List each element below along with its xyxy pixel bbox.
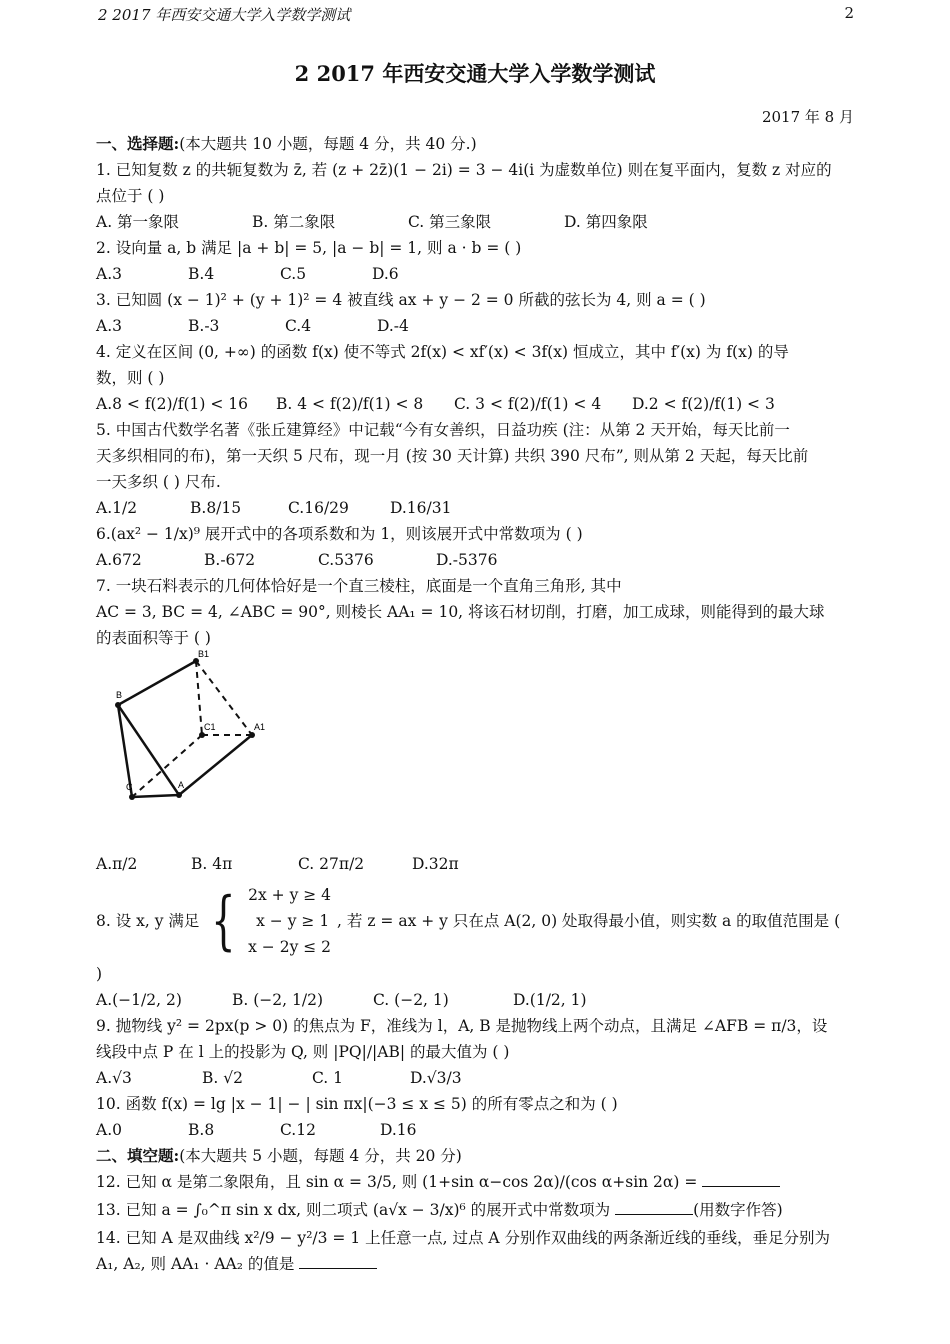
q7-option-a: A.π/2 [96, 855, 138, 873]
q14-line2 [96, 1251, 858, 1277]
question-2 [96, 235, 858, 287]
q9-options [96, 1065, 858, 1091]
q9-option-c: C. 1 [312, 1069, 344, 1087]
q1-option-d: D. 第四象限 [564, 213, 648, 231]
q10-text: 10. 函数 f(x) = lg |x − 1| − | sin πx|(−3 ≤ x ≤ 5) 的所有零点之和为 ( ) [96, 1095, 618, 1113]
q10-option-d: D.16 [380, 1121, 417, 1139]
section-1-header [96, 131, 858, 157]
section-1-note: (本大题共 10 小题，每题 4 分，共 40 分.) [179, 135, 477, 153]
edge-b1-c1 [196, 661, 202, 735]
q7-option-c: C. 27π/2 [298, 855, 365, 873]
section-2-heading: 二、填空题: [96, 1146, 180, 1165]
question-3 [96, 287, 858, 339]
q6-option-c: C.5376 [318, 551, 374, 569]
q12-answer-blank[interactable] [702, 1172, 780, 1187]
q13-answer-blank[interactable] [615, 1200, 693, 1215]
q8-ineq-2: x − y ≥ 1 [256, 912, 330, 930]
q9-option-d: D.√3/3 [410, 1069, 462, 1087]
q6-options [96, 547, 858, 573]
q4-option-b: B. 4 < f(2)/f(1) < 8 [276, 395, 424, 413]
prism-figure [96, 651, 858, 851]
q5-options [96, 495, 858, 521]
q8-option-c: C. (−2, 1) [373, 991, 449, 1009]
q7-text-line2: AC = 3, BC = 4, ∠ABC = 90°, 则棱长 AA₁ = 10, 将该石材切削，打磨，加工成球，则能得到的最大球 [96, 603, 825, 621]
q8-prefix: 8. 设 x, y 满足 [96, 912, 200, 930]
q2-option-d: D.6 [372, 265, 399, 283]
question-7 [96, 573, 858, 877]
question-14 [96, 1225, 858, 1277]
q3-option-c: C.4 [285, 317, 312, 335]
section-2-note: (本大题共 5 小题，每题 4 分，共 20 分) [179, 1147, 462, 1165]
q8-system-line [96, 881, 858, 961]
vertex-a [176, 792, 182, 798]
q14-answer-blank[interactable] [299, 1254, 377, 1269]
q10-option-b: B.8 [188, 1121, 215, 1139]
vertex-b [115, 702, 121, 708]
exam-date: 2017 年 8 月 [761, 108, 854, 126]
q6-option-d: D.-5376 [436, 551, 498, 569]
q1-option-b: B. 第二象限 [252, 213, 336, 231]
q5-option-d: D.16/31 [390, 499, 452, 517]
q5-text-line2: 天多织相同的布)，第一天织 5 尺布，现一月 (按 30 天计算) 共织 390 尺布”, 则从第 2 天起，每天比前 [96, 447, 809, 465]
vertex-a1 [249, 732, 255, 738]
q5-text-line1: 5. 中国古代数学名著《张丘建算经》中记载“今有女善织，日益功疾 (注：从第 2 天开始，每天比前一 [96, 421, 790, 439]
q3-options [96, 313, 858, 339]
q1-options [96, 209, 858, 235]
q2-text: 2. 设向量 a, b 满足 |a + b| = 5, |a − b| = 1, 则 a · b = ( ) [96, 239, 522, 257]
q14-text-line2: A₁, A₂, 则 AA₁ · AA₂ 的值是 [96, 1255, 300, 1273]
q7-option-d: D.32π [412, 855, 459, 873]
prism-diagram [106, 649, 286, 815]
label-a1: A1 [254, 722, 266, 732]
question-6 [96, 521, 858, 573]
q4-options [96, 391, 858, 417]
question-10 [96, 1091, 858, 1143]
question-9 [96, 1013, 858, 1091]
q8-suffix: , 若 z = ax + y 只在点 A(2, 0) 处取得最小值，则实数 a 的取值范围是 ( [337, 912, 841, 930]
q8-option-d: D.(1/2, 1) [513, 991, 587, 1009]
q6-option-b: B.-672 [204, 551, 256, 569]
label-b: B [116, 690, 123, 700]
section-1-heading: 一、选择题: [96, 134, 180, 153]
q7-text-line3: 的表面积等于 ( ) [96, 629, 211, 647]
q9-option-b: B. √2 [202, 1069, 243, 1087]
question-4 [96, 339, 858, 417]
running-header [98, 4, 854, 25]
q9-text-line1: 9. 抛物线 y² = 2px(p > 0) 的焦点为 F，准线为 l，A, B 是抛物线上两个动点，且满足 ∠AFB = π/3，设 [96, 1017, 828, 1035]
q10-option-c: C.12 [280, 1121, 316, 1139]
q9-option-a: A.√3 [96, 1069, 132, 1087]
q5-option-a: A.1/2 [96, 499, 138, 517]
left-brace-icon: { [211, 884, 236, 958]
q13-text: 13. 已知 a = ∫₀^π sin x dx, 则二项式 (a√x − 3/x)⁶ 的展开式中常数项为 [96, 1201, 616, 1219]
q7-text-line1: 7. 一块石料表示的几何体恰好是一个直三棱柱，底面是一个直角三角形, 其中 [96, 577, 622, 595]
q8-ineq-1: 2x + y ≥ 4 [248, 886, 332, 904]
edge-b1-b [118, 661, 196, 705]
q1-option-a: A. 第一象限 [96, 213, 180, 231]
running-title: 2 2017 年西安交通大学入学数学测试 [98, 6, 351, 24]
label-a: A [178, 780, 185, 790]
q2-option-c: C.5 [280, 265, 307, 283]
q7-options [96, 851, 858, 877]
q3-option-d: D.-4 [377, 317, 409, 335]
exam-content [96, 131, 858, 1277]
q6-text: 6.(ax² − 1/x)⁹ 展开式中的各项系数和为 1，则该展开式中常数项为 ( ) [96, 525, 583, 543]
q8-close-paren: ) [96, 965, 103, 983]
q8-options [96, 987, 858, 1013]
question-13 [96, 1195, 858, 1225]
question-12 [96, 1169, 858, 1195]
question-1 [96, 157, 858, 235]
q8-option-a: A.(−1/2, 2) [96, 991, 182, 1009]
q8-inequality-system [248, 882, 331, 960]
q4-option-d: D.2 < f(2)/f(1) < 3 [632, 395, 775, 413]
label-c: C [126, 782, 133, 792]
q3-text: 3. 已知圆 (x − 1)² + (y + 1)² = 4 被直线 ax + y − 2 = 0 所截的弦长为 4, 则 a = ( ) [96, 291, 706, 309]
q10-option-a: A.0 [96, 1121, 122, 1139]
q3-option-a: A.3 [96, 317, 122, 335]
q4-text-line1: 4. 定义在区间 (0, +∞) 的函数 f(x) 使不等式 2f(x) < xf′(x) < 3f(x) 恒成立，其中 f′(x) 为 f(x) 的导 [96, 343, 789, 361]
vertex-c1 [199, 732, 205, 738]
q12-text: 12. 已知 α 是第二象限角，且 sin α = 3/5, 则 (1+sin α−cos 2α)/(cos α+sin 2α) = [96, 1173, 703, 1191]
q8-option-b: B. (−2, 1/2) [232, 991, 323, 1009]
q4-option-c: C. 3 < f(2)/f(1) < 4 [454, 395, 602, 413]
q2-option-b: B.4 [188, 265, 215, 283]
q5-text-line3: 一天多织 ( ) 尺布. [96, 473, 221, 491]
question-5 [96, 417, 858, 521]
page-number: 2 [844, 4, 854, 22]
q9-text-line2: 线段中点 P 在 l 上的投影为 Q, 则 |PQ|/|AB| 的最大值为 ( ) [96, 1043, 510, 1061]
label-c1: C1 [204, 722, 216, 732]
q4-text-line2: 数，则 ( ) [96, 369, 165, 387]
vertex-c [129, 794, 135, 800]
page-title: 2 2017 年西安交通大学入学数学测试 [294, 61, 656, 86]
q1-text-line1: 1. 已知复数 z 的共轭复数为 z̄, 若 (z + 2z̄)(1 − 2i) = 3 − 4i(i 为虚数单位) 则在复平面内，复数 z 对应的 [96, 161, 832, 179]
q2-options [96, 261, 858, 287]
q14-text-line1: 14. 已知 A 是双曲线 x²/9 − y²/3 = 1 上任意一点, 过点 A 分别作双曲线的两条渐近线的垂线，垂足分别为 [96, 1229, 831, 1247]
edge-c-a [132, 795, 179, 797]
section-2-header [96, 1143, 858, 1169]
q3-option-b: B.-3 [188, 317, 220, 335]
q5-option-b: B.8/15 [190, 499, 242, 517]
q2-option-a: A.3 [96, 265, 122, 283]
q8-ineq-3: x − 2y ≤ 2 [248, 938, 332, 956]
q10-options [96, 1117, 858, 1143]
question-8 [96, 881, 858, 1013]
q1-option-c: C. 第三象限 [408, 213, 492, 231]
edge-c1-c [132, 735, 202, 797]
q1-text-line2: 点位于 ( ) [96, 187, 165, 205]
q6-option-a: A.672 [96, 551, 142, 569]
q4-option-a: A.8 < f(2)/f(1) < 16 [96, 395, 248, 413]
q13-tail: (用数字作答) [693, 1201, 783, 1219]
q7-option-b: B. 4π [191, 855, 233, 873]
edge-a-a1 [179, 735, 252, 795]
label-b1: B1 [198, 649, 210, 659]
q5-option-c: C.16/29 [288, 499, 349, 517]
